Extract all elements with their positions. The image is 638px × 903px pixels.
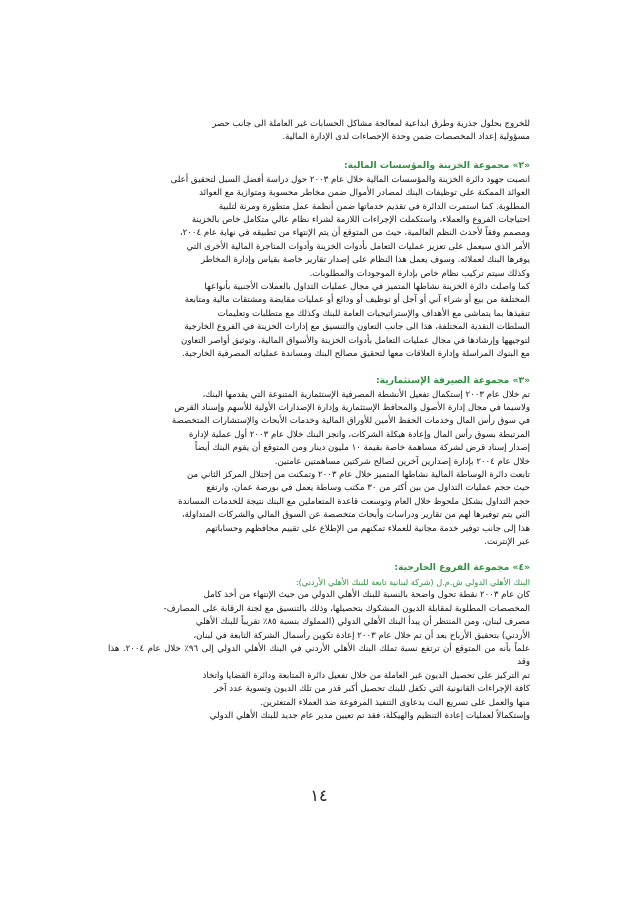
text-line: كافة الإجراءات القانونية التي تكفل للبنك تحصيل أكبر قدر من تلك الديون وتسوية عدد آخر: [214, 684, 530, 695]
section-subtitle: البنك الأهلي الدولي ش.م.ل (شركة لبنانية تابعة للبنك الأهلي الأردني):: [295, 577, 530, 588]
text-line: العوائد الممكنة على توظيفات البنك لمصادر الأموال ضمن مخاطر محسوبة ومتوازية مع العوائد: [199, 188, 530, 199]
section-title: مجموعة الخزينة والمؤسسات المالية:: [343, 159, 510, 171]
section-investment-banking: [108, 374, 530, 550]
section-title: مجموعة الصيرفة الإستثمارية:: [376, 374, 510, 386]
text-line: السلطات النقدية المختلفة، هذا الى جانب التعاون والتنسيق مع إدارات الخزينة في الفروع الخارجية: [184, 322, 530, 333]
text-line: منها والعمل على تسريع البت بدعاوى التنفيذ المرفوعة ضد العملاء المتعثرين.: [260, 697, 530, 708]
text-line: كان عام ٢٠٠٣ نقطة تحول واضحة بالنسبة للبنك الأهلي الدولي من حيث الإنتهاء من أخذ كامل: [203, 590, 530, 601]
text-line: كما واصلت دائرة الخزينة نشاطها المتميز في مجال عمليات التداول بالعملات الأجنبية بأنواعها: [204, 282, 530, 293]
text-line: المطلوبة. كما استمرت الدائرة في تقديم خدماتها ضمن أنظمة عمل متطورة ومرنة لتلبية: [218, 201, 530, 212]
section-heading: [108, 561, 530, 575]
intro-paragraph: [108, 118, 530, 145]
text-line: ومصمم وفقاً لأحدث النظم العالمية، حيث من المتوقع أن يتم الإنتهاء من تطبيقه في نهاية عام ٢٠٠٤،: [179, 228, 530, 239]
text-line: انصبت جهود دائرة الخزينة والمؤسسات المالية خلال عام ٢٠٠٣ حول دراسة أفضل السبل لتحقيق أعلى: [170, 174, 530, 185]
section-treasury: [108, 159, 530, 362]
section-heading: [108, 374, 530, 388]
text-line: المختلفة من بيع أو شراء آني أو آجل أو توظيف أو ودائع أو عمليات مقايضة ومشتقات مالية ومتابعة: [184, 295, 530, 306]
text-line: لتوجيهها وإرشادها في مجال عمليات التعامل بأدوات الخزينة والأسواق المالية، وتوثيق أواصر التعاون: [181, 335, 530, 346]
text-line: إصدار إسناد قرض لشركة مساهمة خاصة بقيمة ١٠ مليون دينار ومن المتوقع أن يقوم البنك أيضاً: [194, 443, 530, 454]
section-heading: [108, 159, 530, 173]
section-marker: «٢»: [512, 159, 530, 171]
text-line: احتياجات الفروع والعملاء، واستكملت الإجراءات اللازمة لشراء نظام عالي متكامل خاص بالخزينة: [191, 215, 530, 226]
text-line: المخصصات المطلوبة لمقابلة الديون المشكوك بتحصيلها، وذلك بالتنسيق مع لجنة الرقابة على المصارف-: [163, 603, 530, 614]
text-line: في سوق رأس المال وخدمات الحفظ الأمين للأوراق المالية وخدمات الأبحاث والإستشارات المتخصصة: [171, 416, 530, 427]
document-body: [108, 118, 530, 723]
text-line: مع البنوك المراسلة وإدارة العلاقات معها لتحقيق مصالح البنك ومساندة عملياته المصرفية الخارجية.: [181, 349, 530, 360]
text-line: مصرف لبنان، ومن المنتظر أن يبدأ البنك الأهلي الدولي (المملوك بنسبة ٨٥٪ تقريباً للبنك الأهلي: [195, 617, 530, 628]
text-line: علماً بأنه من المتوقع أن ترتفع نسبة تملك البنك الأهلي الأردني في البنك الأهلي الدولي إلى ٩٦٪ خلال عام ٢٠٠٤. هذا وقد: [108, 644, 531, 668]
text-line: ولاسيما في مجال إدارة الأصول والمحافظ الإستثمارية وإدارة الإصدارات الأولية للأسهم وإسناد القرض: [174, 402, 530, 413]
text-line: خلال عام ٢٠٠٤ بإدارة إصدارين آخرين لصالح شركتين مساهمتين عامتين.: [274, 456, 530, 467]
text-line: تابعت دائرة الوساطة المالية نشاطها المتميز خلال عام ٢٠٠٣ وتمكنت من إحتلال المركز الثاني من: [187, 469, 530, 480]
text-line: تنفيذها بما يتماشى مع الأهداف والإستراتيجيات العامة للبنك وكذلك مع متطلبات وتعليمات: [217, 308, 530, 319]
text-line: للخروج بحلول جذرية وطرق ابداعية لمعالجة مشاكل الحسابات غير العاملة الى جانب حصر: [212, 119, 530, 129]
text-line: تم التركيز على تحصيل الديون غير العاملة من خلال تفعيل دائرة المتابعة ودائرة القضايا واتخاذ: [202, 670, 530, 681]
text-line: مسؤولية إعداد المخصصات ضمن وحدة الإحصاءات لدى الإدارة المالية.: [282, 132, 530, 143]
text-line: حجم التداول بشكل ملحوظ خلال العام وتوسعت قاعدة المتعاملين مع البنك نتيجة للخدمات المساندة: [178, 496, 530, 507]
text-line: يوفرها البنك لعملائه. وسوف يعمل هذا النظام على إصدار تقارير خاصة بقياس وإدارة المخاطر: [200, 255, 530, 266]
text-line: هذا إلى جانب توفير خدمة مجانية للعملاء تمكنهم من الإطلاع على تقييم محافظهم وحساباتهم: [205, 523, 530, 534]
section-foreign-branches: [108, 561, 530, 723]
text-line: تم خلال عام ٢٠٠٣ إستكمال تفعيل الأنشطة المصرفية الإستثمارية المتنوعة التي يقدمها البنك،: [202, 389, 530, 400]
text-line: التي يتم توفيرها لهم من تقارير ودراسات وأبحاث متخصصة عن السوق المالي والشركات المتداولة،: [181, 510, 530, 521]
text-line: الأردني) بتحقيق الأرباح بعد أن تم خلال عام ٢٠٠٣ إعادة تكوين رأسمال الشركة التابعة في لبنان،: [193, 630, 530, 641]
text-line: الأمر الذي سيعمل على تعزيز عمليات التعامل بأدوات الخزينة وأدوات المتاجرة المالية الأخرى التي: [186, 241, 530, 252]
section-marker: «٣»: [512, 374, 530, 386]
text-line: عبر الإنترنت.: [484, 536, 530, 547]
text-line: وكذلك سيتم تركيب نظام خاص بإدارة الموجودات والمطلوبات.: [309, 268, 530, 279]
text-line: وإستكمالاً لعمليات إعادة التنظيم والهيكلة، فقد تم تعيين مدير عام جديد للبنك الأهلي الدولي: [209, 711, 530, 722]
page-number: ١٤: [310, 786, 328, 805]
text-line: المرتبطة بسوق رأس المال وإعادة هيكلة الشركات، وانجز البنك خلال عام ٢٠٠٣ أول عملية لإدارة: [188, 429, 530, 440]
section-marker: «٤»: [512, 562, 530, 574]
section-title: مجموعة الفروع الخارجية:: [394, 562, 510, 574]
text-line: حيث حجم عمليات التداول من بين أكثر من ٣٠ مكتب وساطة يعمل في بورصة عمان. وارتفع: [206, 483, 530, 494]
